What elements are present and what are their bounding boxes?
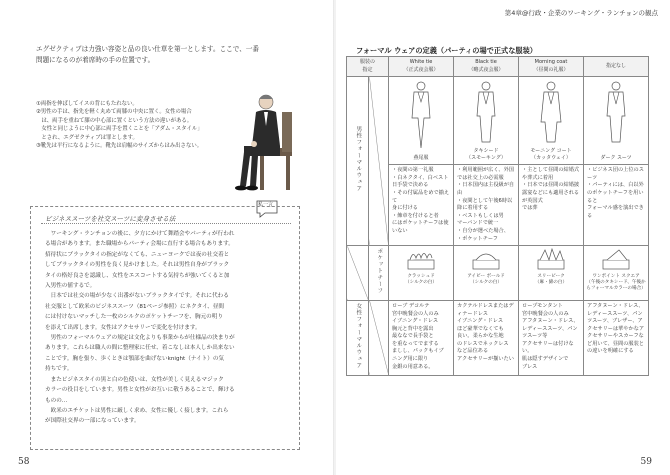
note-line: は、両手を重ねて膝の中心部に置くという方法の違いがある。 (36, 117, 193, 124)
pocket-three-peak (519, 246, 584, 301)
column-line: カラーの役目をしています。男性と女性がお互いに敬うあることで、輝ける (45, 387, 235, 394)
men-illustration-row (347, 77, 649, 165)
desc-line: マーバンドで統一 (457, 220, 499, 227)
col-ja: （正式夜会服） (403, 66, 439, 73)
left-page (0, 0, 334, 475)
running-header: 第4章@行政・企業のワーキング・ランチョンの観点 (504, 9, 658, 17)
column-line: 欧米のエチケットは男性に厳しく求め、女性に優しく接します。これら (45, 407, 229, 414)
pocket-label-cell (369, 246, 389, 301)
desc-line: ・夜間の第一礼服 (392, 167, 434, 174)
note-line: ①両指を伸ばしてイスの背にもたれない。 (36, 101, 138, 107)
desc-line: ・ポケットチーフ (457, 235, 498, 242)
seating-notes (36, 100, 246, 150)
suit-caption: ダーク スーツ (600, 154, 632, 161)
desc-line: のドレスでネックレス (457, 340, 509, 347)
intro-paragraph (36, 44, 306, 66)
pocket-blank-cell (347, 246, 369, 301)
desc-line: ローブ デコルテ (392, 302, 430, 309)
women-label: 女性フォーマルウェア (355, 302, 362, 369)
column-line: ワーキング・ランチョンの後に、夕方にかけて舞踏会やパーティが行われ (45, 231, 235, 237)
corner-top: 服装の (360, 59, 376, 65)
desc-line: ましし、パックもイブ (392, 348, 444, 355)
suit-morning-coat (519, 77, 584, 165)
desc-line: ブレス (522, 363, 538, 370)
column-line: 招待状にブラックタイの指定がなくても、ニューヨークでは夜の社交着と (45, 251, 230, 258)
pocket-subcaption: （シルクの白） (405, 279, 437, 285)
column-line: が国際社交界の一部になっています。 (45, 418, 140, 425)
men-label-cell (347, 77, 369, 246)
note-line: とされ、エグゼクティブは罪とします。 (36, 134, 138, 141)
desc-line: ・主として昼間の結婚式や葬式に着用 (522, 167, 580, 181)
men-label: 男性フォーマルウェア (355, 126, 362, 193)
column-line: 男性のフォーマルウェアの規定は文化よりも事業からが仕様品の決まりが (45, 335, 235, 342)
desc-line: 身に付ける (392, 205, 418, 212)
intro-line: エグゼクティブは力強い容姿と品の良い仕草を第一とします。ここで、一番 (36, 45, 259, 53)
desc-line: 良い。柔らかな生地 (457, 333, 504, 340)
women-desc-black-tie (454, 300, 519, 375)
column-line: してブラックタイの男性を良く見かけました。それは男性自身がブラック (45, 262, 230, 269)
desc-line: ・パーティには、白以外のポケットチーフを用いると (587, 182, 644, 204)
tailcoat-icon (406, 80, 436, 150)
women-row (347, 300, 649, 375)
column-line: には付けないマッチした一枚のシルクのポケットチーフを、胸元の明り (45, 314, 223, 321)
morning-coat-icon (536, 80, 566, 144)
desc-line: ・日本国内は主役級が自由 (457, 182, 515, 196)
men-desc-black-tie (454, 165, 519, 246)
col-en: Black tie (475, 59, 497, 65)
desc-line: 宮中晩餐会の人のみ (522, 310, 569, 317)
one-point-pocket-square-icon (599, 248, 633, 270)
pocket-label: ポケットチーフ (376, 248, 383, 295)
three-peak-pocket-square-icon (534, 248, 568, 270)
col-header-white-tie (389, 57, 454, 77)
table-header-row (347, 57, 649, 77)
men-desc-white-tie (389, 165, 454, 246)
pocket-subcaption: （シルクの白） (470, 279, 502, 285)
col-header-black-tie (454, 57, 519, 77)
women-desc-white-tie (389, 300, 454, 375)
pocket-chief-row (347, 246, 649, 301)
desc-line: ・夜間として午後6時以降に着用する (457, 197, 513, 212)
desc-line: ・日本では昼間の結婚披露宴などにも適用されるが英国式 (522, 182, 580, 204)
desc-line: ・自分が選べた場合、 (457, 227, 509, 234)
desc-line: アフタヌーン・ドレス、レディーススーツ、パンツスーツ、ブレザー、アクセサリーは華やかなアクセサリーやスカーフなど用いて、昼間の服装との違いを明確にする (587, 302, 645, 355)
desc-line: など品位ある (457, 348, 489, 355)
desc-line: ・ビジネス団の上位のスーツ (587, 167, 644, 181)
desc-line: 肌は隠すデザインで (522, 356, 569, 363)
column-title: ビジネススーツを社交スーツに変身させる法 (45, 215, 176, 223)
column-line: る場合があります。また職場からパーティ会場に直行する場合もあります。 (45, 241, 234, 248)
desc-line: ・飾章を付けると者 (392, 212, 439, 219)
desc-line: 宮中晩餐会の人のみ (392, 310, 439, 317)
pocket-caption: アイビー ボールド (467, 273, 505, 279)
column-body (45, 229, 293, 427)
intro-line: 問題になるのが着席時の手の位置です。 (36, 56, 155, 64)
pocket-caption: クラッシュド (407, 273, 435, 279)
pocket-subcaption: （午後のタキシード、午後からフォーマルカラーの場合） (586, 279, 646, 291)
pocket-subcaption: （麻・綿の白） (534, 279, 568, 285)
formal-wear-table (346, 56, 649, 376)
suit-caption: タキシード (473, 148, 499, 154)
column-line: 入男性の値するで。 (45, 283, 96, 290)
column-line: ことです。胸を張り、歩くときは顎部を曲げないknight（ナイト）の気 (45, 355, 225, 362)
women-label-cell (347, 300, 369, 375)
desc-line: 金銀の用意ある。 (392, 363, 434, 370)
corner-bottom: 指定 (362, 66, 373, 73)
desc-line: ・白ネクタイ、白ベスト日手袋で決める (392, 174, 449, 189)
pocket-caption: スリーピーク (537, 273, 565, 279)
desc-line: ニング用に限り (392, 356, 429, 363)
desc-line: ほど豪華でなくても (457, 325, 504, 332)
desc-line: アクセサリーが揃いたい (457, 356, 514, 363)
note-line: 女性と同じように中心部に両手を置くことを「アダム・スタイル」 (36, 126, 203, 133)
tuxedo-icon (471, 80, 501, 144)
men-blank-cell (369, 77, 389, 246)
suit-subcaption: （スモーキング） (466, 154, 506, 161)
col-en: Morning coat (534, 59, 568, 65)
suit-caption: モーニング コート (530, 148, 572, 154)
suit-tuxedo (454, 77, 519, 165)
column-box (30, 206, 300, 450)
crushed-pocket-square-icon (404, 248, 438, 270)
desc-line: を重なってでまする (392, 340, 439, 347)
desc-line: アフタヌーン・ドレス、レディーススーツ、パンツスーツ等 (522, 318, 579, 340)
pocket-crushed (389, 246, 454, 301)
men-desc-morning-coat (519, 165, 584, 246)
suit-subcaption: （カッタウェイ） (531, 154, 571, 161)
desc-line: フォーマル感を演出できる (587, 205, 644, 219)
pocket-ivy-bold (454, 246, 519, 301)
col-ja: （略式夜会服） (468, 66, 504, 73)
suit-dark-suit (584, 77, 649, 165)
women-desc-morning-coat (519, 300, 584, 375)
pocket-one-point-square (584, 246, 649, 301)
desc-line: では葬 (522, 205, 538, 212)
note-line: ③靴先は平行になるように。靴先は肩幅のサイズからはみ出さない。 (36, 143, 203, 150)
col-header-morning-coat (519, 57, 584, 77)
title-divider (41, 223, 291, 224)
column-line: ものの… (45, 397, 68, 404)
memo-badge: 私一言 (258, 202, 274, 208)
column-line: またビジネスタイの黒と白の色使いは、女性が美しく見えるマジック (45, 376, 224, 383)
women-blank-cell (369, 300, 389, 375)
desc-line: カクテルドレスまたはディナードレス (457, 302, 514, 317)
corner-cell (347, 57, 389, 77)
page-number-right: 59 (640, 457, 652, 467)
desc-line: イブニング・ドレス (392, 318, 439, 325)
suit-caption: 燕尾服 (413, 154, 429, 161)
women-desc-unspecified (584, 300, 649, 375)
desc-line: ・利用範囲が広く、外国では社交上の必需服 (457, 167, 514, 181)
desc-line: ロープモンタント (522, 302, 563, 309)
column-line: タイの格好良さを認識し、女性をエスコートする気持ちが強いてくると加 (45, 272, 230, 279)
suit-tailcoat (389, 77, 454, 165)
desc-line: 胸元と背中を露出 (392, 325, 434, 332)
ivy-bold-pocket-square-icon (469, 248, 503, 270)
table-title: フォーマル ウェアの定義（パーティの場で正式な服装） (356, 46, 537, 55)
men-description-row (347, 165, 649, 246)
seated-man-illustration (220, 90, 300, 200)
col-ja: （昼間の礼服） (533, 66, 569, 73)
col-ja: 指定なし (606, 62, 627, 69)
desc-line: イブニング・ドレス (457, 318, 504, 325)
column-line: 日本では社交の場が少なく出番がないブラックタイです。それに代わる (45, 293, 229, 300)
column-line: あります。これらは職人の間に整理家に任せ、着こなしは本人しか出来ない (45, 345, 235, 352)
page-number-left: 58 (18, 457, 30, 467)
col-en: White tie (409, 59, 433, 65)
men-desc-unspecified (584, 165, 649, 246)
column-line: を添えて出席します。女性はアクセサリーで変化を付けます。 (45, 324, 201, 331)
desc-line: アクセサリーは付けない。 (522, 340, 574, 355)
column-line: 持ちです。 (45, 366, 73, 373)
desc-line: ・ベストもしくは男 (457, 212, 504, 219)
dark-suit-icon (601, 80, 631, 144)
note-line: ②男性の手は、指先を軽く丸めて両膝の中央に置く。女性の場合 (36, 109, 192, 116)
column-line: 社交服として欧米のビジネススーツ（81ページ参照）にネクタイ、昼間 (45, 303, 225, 310)
col-header-unspecified (584, 57, 649, 77)
pocket-caption: ワンポイント スクエア (592, 273, 640, 279)
desc-line: ・その付属品をめで揃えて (392, 189, 450, 204)
desc-line: 最ななで長手袋と (392, 333, 434, 340)
desc-line: にはポケットチーフは使いない (392, 220, 449, 234)
